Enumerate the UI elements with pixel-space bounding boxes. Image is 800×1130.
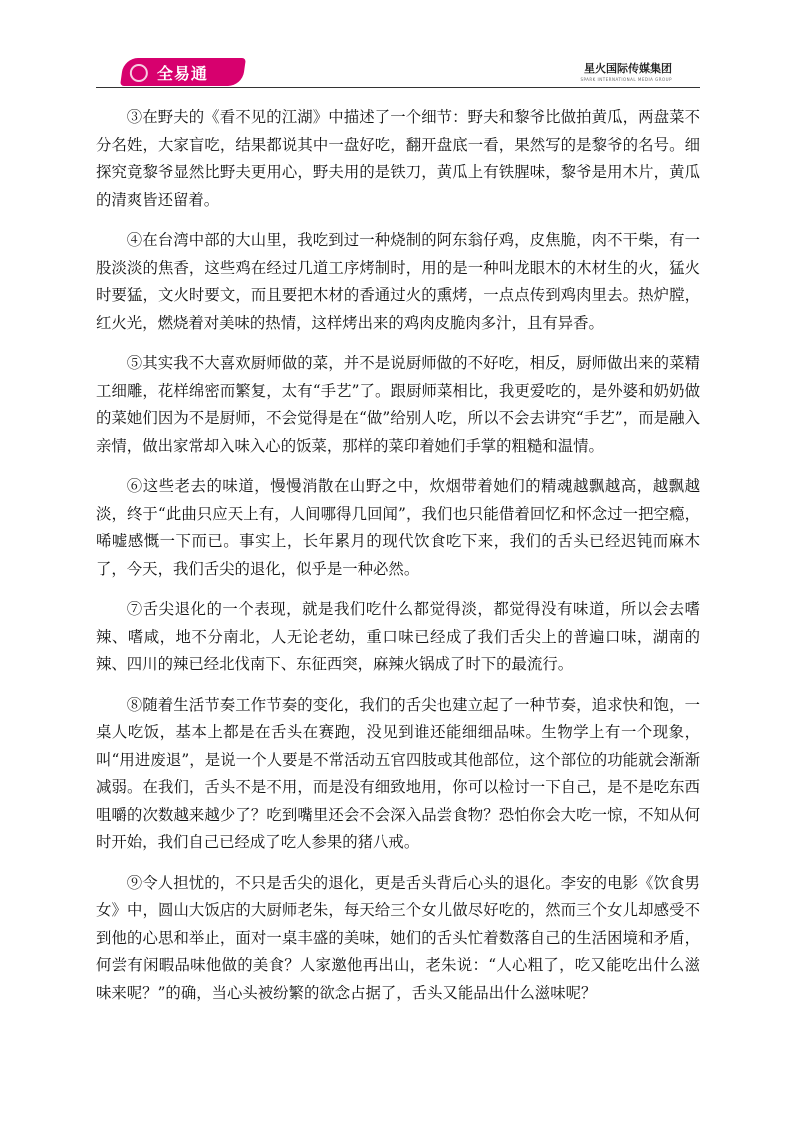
paragraph-4: ④在台湾中部的大山里，我吃到过一种烧制的阿东翁仔鸡，皮焦脆，肉不干柴，有一股淡淡的焦香，这些鸡在经过几道工序烤制时，用的是一种叫龙眼木的木材生的火，猛火时要猛，文火时要文，而且要把木材的香通过火的熏烤，一点点传到鸡肉里去。热炉膛，红火光，燃烧着对美味的热情，这样烤出来的鸡肉皮脆肉多汁，且有异香。 bbox=[96, 231, 700, 332]
publisher-title: 星火国际传媒集团 bbox=[584, 62, 672, 75]
publisher-name bbox=[580, 60, 672, 82]
paragraph-7: ⑦舌尖退化的一个表现，就是我们吃什么都觉得淡，都觉得没有味道，所以会去嗜辣、嗜咸，地不分南北，人无论老幼，重口味已经成了我们舌尖上的普遍口味，湖南的辣、四川的辣已经北伐南下、东征西突，麻辣火锅成了时下的最流行。 bbox=[96, 600, 700, 673]
page-header bbox=[0, 0, 800, 90]
article-body bbox=[96, 104, 700, 1020]
paragraph-6: ⑥这些老去的味道，慢慢消散在山野之中，炊烟带着她们的精魂越飘越高，越飘越淡，终于“此曲只应天上有，人间哪得几回闻”，我们也只能借着回忆和怀念过一把空瘾，唏嘘感慨一下而已。事实上，长年累月的现代饮食吃下来，我们的舌头已经迟钝而麻木了，今天，我们舌尖的退化，似乎是一种必然。 bbox=[96, 477, 700, 578]
paragraph-8: ⑧随着生活节奏工作节奏的变化，我们的舌尖也建立起了一种节奏，追求快和饱，一桌人吃饭，基本上都是在舌头在赛跑，没见到谁还能细细品味。生物学上有一个现象，叫“用进废退”，是说一个人要是不常活动五官四肢或其他部位，这个部位的功能就会渐渐减弱。在我们，舌头不是不用，而是没有细致地用，你可以检讨一下自己，是不是吃东西咀嚼的次数越来越少了？吃到嘴里还会不会深入品尝食物？恐怕你会大吃一惊，不知从何时开始，我们自己已经成了吃人参果的猪八戒。 bbox=[96, 695, 700, 851]
logo-ring-icon bbox=[130, 64, 148, 82]
logo-text: 全易通 bbox=[157, 63, 209, 83]
paragraph-5: ⑤其实我不大喜欢厨师做的菜，并不是说厨师做的不好吃，相反，厨师做出来的菜精工细雕，花样绵密而繁复，太有“手艺”了。跟厨师菜相比，我更爱吃的，是外婆和奶奶做的菜她们因为不是厨师，不会觉得是在“做”给别人吃，所以不会去讲究“手艺”，而是融入亲情，做出家常却入味入心的饭菜，那样的菜印着她们手掌的粗糙和温情。 bbox=[96, 354, 700, 455]
publisher-subtitle: SPARK INTERNATIONAL MEDIA GROUP bbox=[580, 77, 672, 82]
paragraph-9: ⑨令人担忧的，不只是舌尖的退化，更是舌头背后心头的退化。李安的电影《饮食男女》中，圆山大饭店的大厨师老朱，每天给三个女儿做尽好吃的，然而三个女儿却感受不到他的心思和举止，面对一桌丰盛的美味，她们的舌头忙着数落自己的生活困境和矛盾，何尝有闲暇品味他做的美食？人家邀他再出山，老朱说：“人心粗了，吃又能吃出什么滋味来呢？”的确，当心头被纷繁的欲念占据了，舌头又能品出什么滋味呢？ bbox=[96, 873, 700, 1002]
brand-logo bbox=[120, 58, 246, 86]
paragraph-3: ③在野夫的《看不见的江湖》中描述了一个细节：野夫和黎爷比做拍黄瓜，两盘菜不分名姓，大家盲吃，结果都说其中一盘好吃，翻开盘底一看，果然写的是黎爷的名号。细探究竟黎爷显然比野夫更用心，野夫用的是铁刀，黄瓜上有铁腥味，黎爷是用木片，黄瓜的清爽皆还留着。 bbox=[96, 108, 700, 209]
header-divider bbox=[96, 87, 700, 88]
